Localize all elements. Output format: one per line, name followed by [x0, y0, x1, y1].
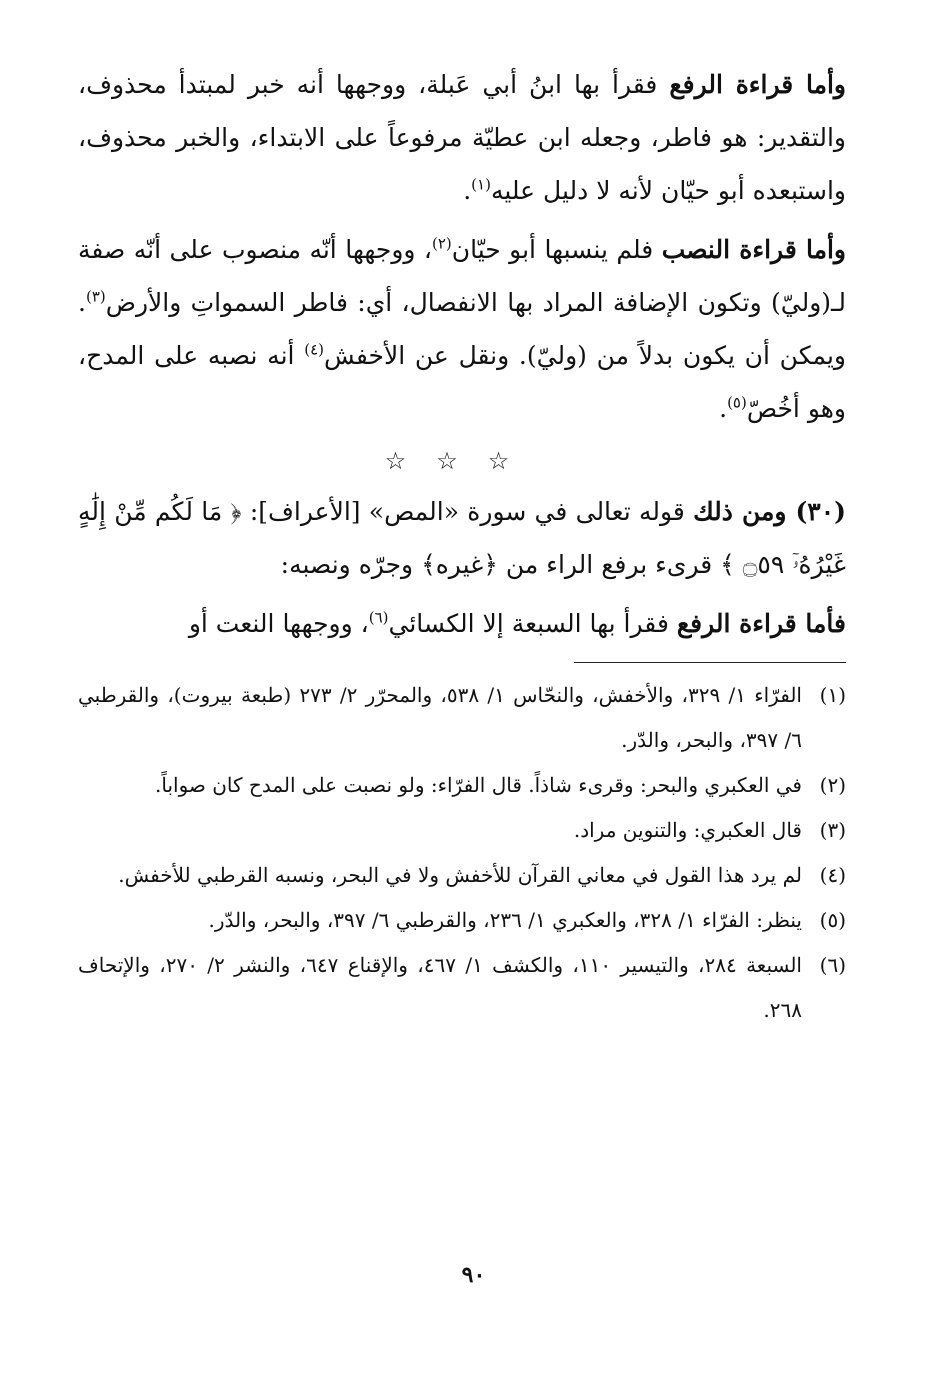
paragraph-lead: وأما قراءة النصب [661, 235, 846, 264]
paragraph-raf-reading [78, 58, 846, 217]
page-body [78, 58, 846, 1033]
star-icon: ☆ [384, 447, 437, 475]
footnote-marker[interactable]: (٤) [304, 340, 324, 359]
footnote-text: قال العكبري: والتنوين مراد. [573, 818, 802, 842]
footnote-marker[interactable]: (١) [471, 175, 491, 194]
paragraph-text: . ويمكن أن يكون بدلاً من (وليّ). ونقل عن الأخفش [78, 288, 846, 370]
footnote-separator [574, 662, 846, 663]
footnotes [78, 673, 846, 1033]
footnote-number: (٢) [819, 773, 846, 797]
star-icon: ☆ [436, 447, 488, 475]
paragraph-text: . [463, 176, 472, 205]
footnote-number: (٦) [819, 953, 846, 977]
paragraph-lead: ومن ذلك [693, 497, 796, 526]
paragraph-nasb-reading [78, 223, 846, 435]
footnote-text: السبعة ٢٨٤، والتيسير ١١٠، والكشف ١/ ٤٦٧، والإقناع ٦٤٧، والنشر ٢/ ٢٧٠، والإتحاف ٢٦٨. [78, 953, 802, 1022]
footnote [78, 853, 846, 898]
footnote-marker[interactable]: (٢) [431, 234, 452, 253]
paragraph-text: فلم ينسبها أبو حيّان [451, 235, 662, 264]
paragraph-lead: وأما قراءة الرفع [669, 70, 847, 99]
page-number: ٩٠ [461, 1262, 486, 1288]
footnote-text: ينظر: الفرّاء ١/ ٣٢٨، والعكبري ١/ ٢٣٦، والقرطبي ٦/ ٣٩٧، والبحر، والدّر. [208, 908, 802, 932]
paragraph-text: ، ووجهها النعت أو [188, 609, 369, 638]
footnote-marker[interactable]: (٥) [727, 393, 747, 412]
footnote-number: (٣) [819, 818, 846, 842]
footnote [78, 763, 846, 808]
footnote [78, 943, 846, 1033]
footnote [78, 673, 846, 763]
paragraph-lead: فأما قراءة الرفع [676, 609, 846, 638]
paragraph-text: قوله تعالى في سورة «المص» [الأعراف]: ﴿ مَا لَكُم مِّنْ إِلَٰهٍ غَيْرُهُۥٓ ۝٥٩ ﴾ قرىء برفع الراء من ﴿غيره﴾ وجرّه ونصبه: [78, 497, 846, 579]
footnote-number: (٥) [819, 908, 846, 932]
paragraph-example-30 [78, 485, 846, 591]
section-divider-stars [78, 447, 846, 475]
paragraph-text: أنه نصبه على المدح، وهو أخُصّ [78, 341, 846, 423]
footnote-number: (١) [819, 683, 846, 707]
paragraph-text: فقرأ بها ابنُ أبي عَبلة، ووجهها أنه خبر لمبتدأ محذوف، والتقدير: هو فاطر، وجعله ابن عطيّة مرفوعاً على الابتداء، والخبر محذوف، واستبعده أبو حيّان لأنه لا دليل عليه [78, 70, 846, 205]
footnote [78, 808, 846, 853]
paragraph-text: . [719, 394, 728, 423]
example-number: (٣٠) [795, 497, 846, 526]
paragraph-raf-reading-2 [78, 597, 846, 650]
footnote [78, 898, 846, 943]
footnote-number: (٤) [819, 863, 846, 887]
paragraph-text: ، ووجهها أنّه منصوب على أنّه صفة لـ(وليّ) وتكون الإضافة المراد بها الانفصال، أي: فاطر السمواتِ والأرض [78, 235, 846, 317]
star-icon: ☆ [487, 447, 540, 475]
footnote-text: الفرّاء ١/ ٣٢٩، والأخفش، والنحّاس ١/ ٥٣٨، والمحرّر ٢/ ٢٧٣ (طبعة بيروت)، والقرطبي ٦/ ٣٩٧، والبحر، والدّر. [78, 683, 802, 752]
paragraph-text: فقرأ بها السبعة إلا الكسائي [388, 609, 677, 638]
footnote-text: في العكبري والبحر: وقرىء شاذاً. قال الفرّاء: ولو نصبت على المدح كان صواباً. [155, 773, 802, 797]
footnote-text: لم يرد هذا القول في معاني القرآن للأخفش ولا في البحر، ونسبه القرطبي للأخفش. [118, 863, 802, 887]
footnote-marker[interactable]: (٣) [85, 287, 106, 306]
footnote-marker[interactable]: (٦) [368, 608, 389, 627]
